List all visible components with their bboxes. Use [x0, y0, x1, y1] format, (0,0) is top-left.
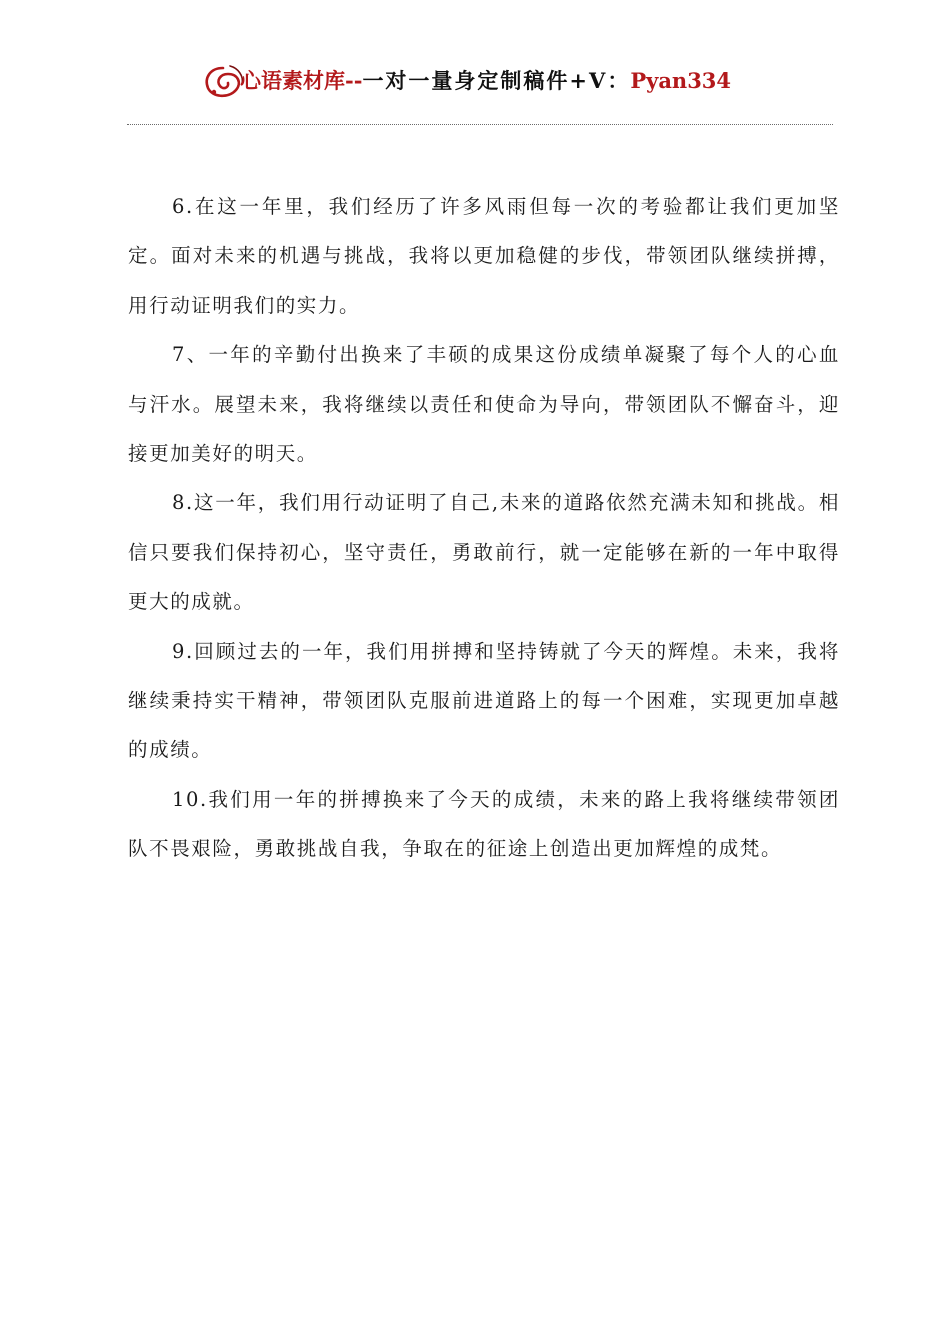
document-body	[128, 182, 840, 874]
paragraph-9: 9.回顾过去的一年，我们用拼搏和坚持铸就了今天的辉煌。未来，我将继续秉持实干精神，带领团队克服前进道路上的每一个困难，实现更加卓越的成绩。	[128, 639, 840, 762]
header-separator: --	[345, 68, 363, 93]
paragraph-7: 7、一年的辛勤付出换来了丰硕的成果这份成绩单凝聚了每个人的心血与汗水。展望未来，我将继续以责任和使命为导向，带领团队不懈奋斗，迎接更加美好的明天。	[128, 343, 840, 466]
brand-name: 心语素材库	[240, 68, 345, 93]
paragraph-8: 8.这一年，我们用行动证明了自己,未来的道路依然充满未知和挑战。相信只要我们保持初心，坚守责任，勇敢前行，就一定能够在新的一年中取得更大的成就。	[128, 491, 840, 614]
header-divider	[127, 124, 833, 125]
paragraph-10: 10.我们用一年的拼搏换来了今天的成绩，未来的路上我将继续带领团队不畏艰险，勇敢挑战自我，争取在的征途上创造出更加辉煌的成梵。	[128, 787, 840, 861]
contact-id: Pyan334	[630, 68, 732, 93]
header-title	[240, 66, 731, 96]
paragraph-6: 6.在这一年里，我们经历了许多风雨但每一次的考验都让我们更加坚定。面对未来的机遇与挑战，我将以更加稳健的步伐，带领团队继续拼搏，用行动证明我们的实力。	[128, 195, 840, 317]
header-slogan: 一对一量身定制稿件+V：	[362, 68, 631, 93]
page-header	[0, 60, 950, 104]
